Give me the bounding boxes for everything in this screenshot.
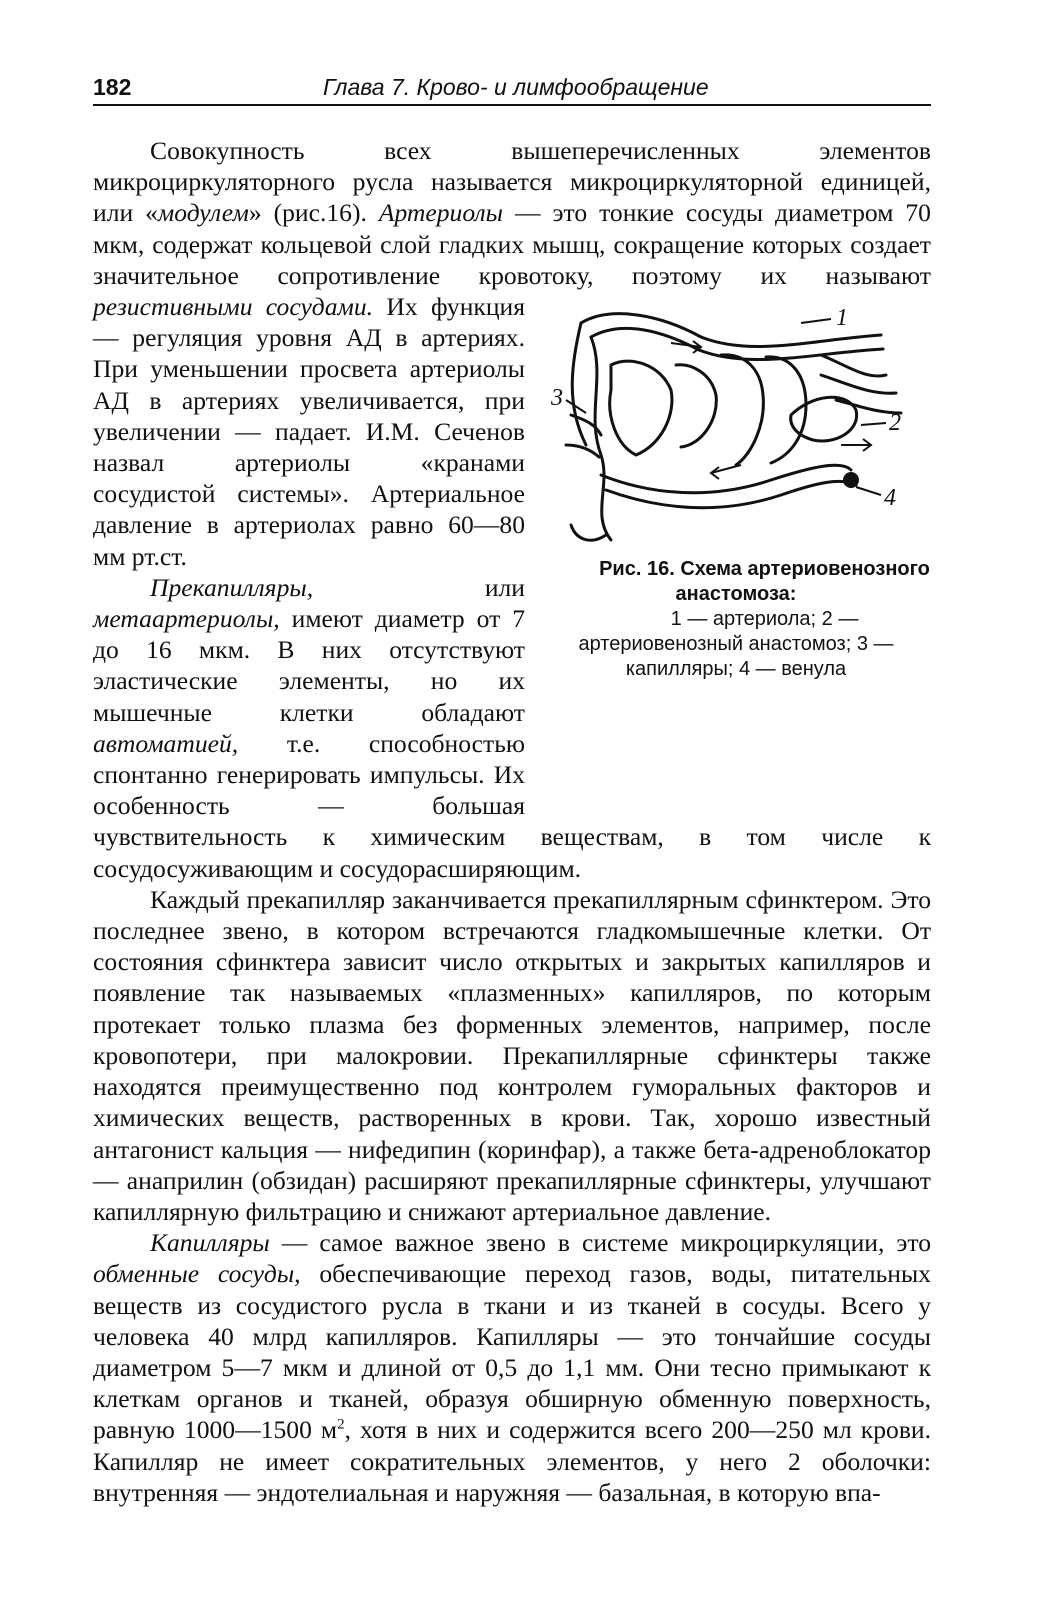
label-3: 3 (551, 385, 563, 412)
paragraph-4: Капилляры — самое важное звено в системе микроциркуляции, это обменные сосуды, обеспечивающие переход газов, воды, питательных веществ из сосудистого русла в ткани и из тканей в сосуды. Всего у человека 40 млрд капилляров. Капилляры — это тончайшие сосуды диаметром 5—7 мкм и длиной от 0,5 до 1,1 мм. Они тесно примыкают к клеткам органов и тканей, образуя обширную обменную поверхность, равную 1000—1500 $м^2$, хотя в них и содержится всего 200—250 мл крови. Капилляр не имеет сократительных элементов, у него 2 оболочки: внутренняя — эндотелиальная и наружняя — базальная, в которую впа- (93, 1228, 931, 1507)
term-resistive: резистивными сосудами. (93, 292, 374, 322)
label-1: 1 (836, 305, 848, 332)
paragraph-3: Каждый прекапилляр заканчивается прекапиллярным сфинктером. Это последнее звено, в котором встречаются гладкомышечные клетки. От состояния сфинктера зависит число открытых и закрытых капилляров и появление так называемых «плазменных» капилляров, по которым протекает только плазма без форменных элементов, например, после кровопотери, при малокровии. Прекапиллярные сфинктеры также находятся преимущественно под контролем гуморальных факторов и химических веществ, растворенных в крови. Так, хорошо известный антагонист кальция — нифедипин (коринфар), а также бета-адреноблокатор — анаприлин (обзидан) расширяют прекапиллярные сфинктеры, улучшают капиллярную фильтрацию и снижают артериальное давление. (93, 884, 931, 1226)
figure-16 (541, 295, 931, 795)
paragraph-2: Прекапилляры, или метаартериолы, имеют диаметр от 7 до 16 мкм. В них отсутствуют эластические элементы, но их мышечные клетки обладают автоматией, т.е. способностью спонтанно генерировать импульсы. Их особенность — большая чувствительность к химическим веществам, в том числе к сосудосуживающим и сосудорасширяющим. (93, 572, 931, 883)
caption-legend: 1 — артериола; 2 — артериовенозный анастомоз; 3 — капилляры; 4 — венула (578, 608, 894, 681)
body-text (93, 135, 931, 1508)
running-header (93, 70, 931, 106)
label-2: 2 (889, 410, 901, 437)
capillary-loop (610, 361, 672, 455)
chapter-title: Глава 7. Крово- и лимфообращение (323, 74, 709, 100)
venule-marker (843, 472, 859, 488)
paragraph-1: Совокупность всех вышеперечисленных элементов микроциркуляторного русла называется микроциркуляторной единицей, или «модулем» (рис.16). Артериолы — это тонкие сосуды диаметром 70 мкм, содержат кольцевой слой гладких мышц, сокращение которых создает значительное сопротивление кровотоку, поэтому их называют 1 2 3 4 Рис. 16. Схема артериовенозного анастомоза: 1 — артериола; 2 — артериовенозный анастомоз; 3 — капилляры; 4 — венула резистивными сосудами. Их функция — регуляция уровня АД в артериях. При уменьшении просвета артериолы АД в артериях увеличивается, при увеличении — падает. И.М. Сеченов назвал артериолы «кранами сосудистой системы». Артериальное давление в артериолах равно 60—80 мм рт.ст. (93, 135, 931, 572)
anastomosis-diagram (551, 295, 921, 550)
term-arterioles: Артериолы (378, 198, 504, 228)
page-number: 182 (93, 74, 132, 100)
flow-arrow (841, 439, 871, 451)
flow-arrow (711, 465, 741, 479)
figure-caption (541, 557, 931, 682)
label-4: 4 (884, 485, 896, 512)
caption-title: Рис. 16. Схема артериовенозного анастомоза: (599, 558, 930, 606)
term-modul: модулем (157, 198, 249, 228)
